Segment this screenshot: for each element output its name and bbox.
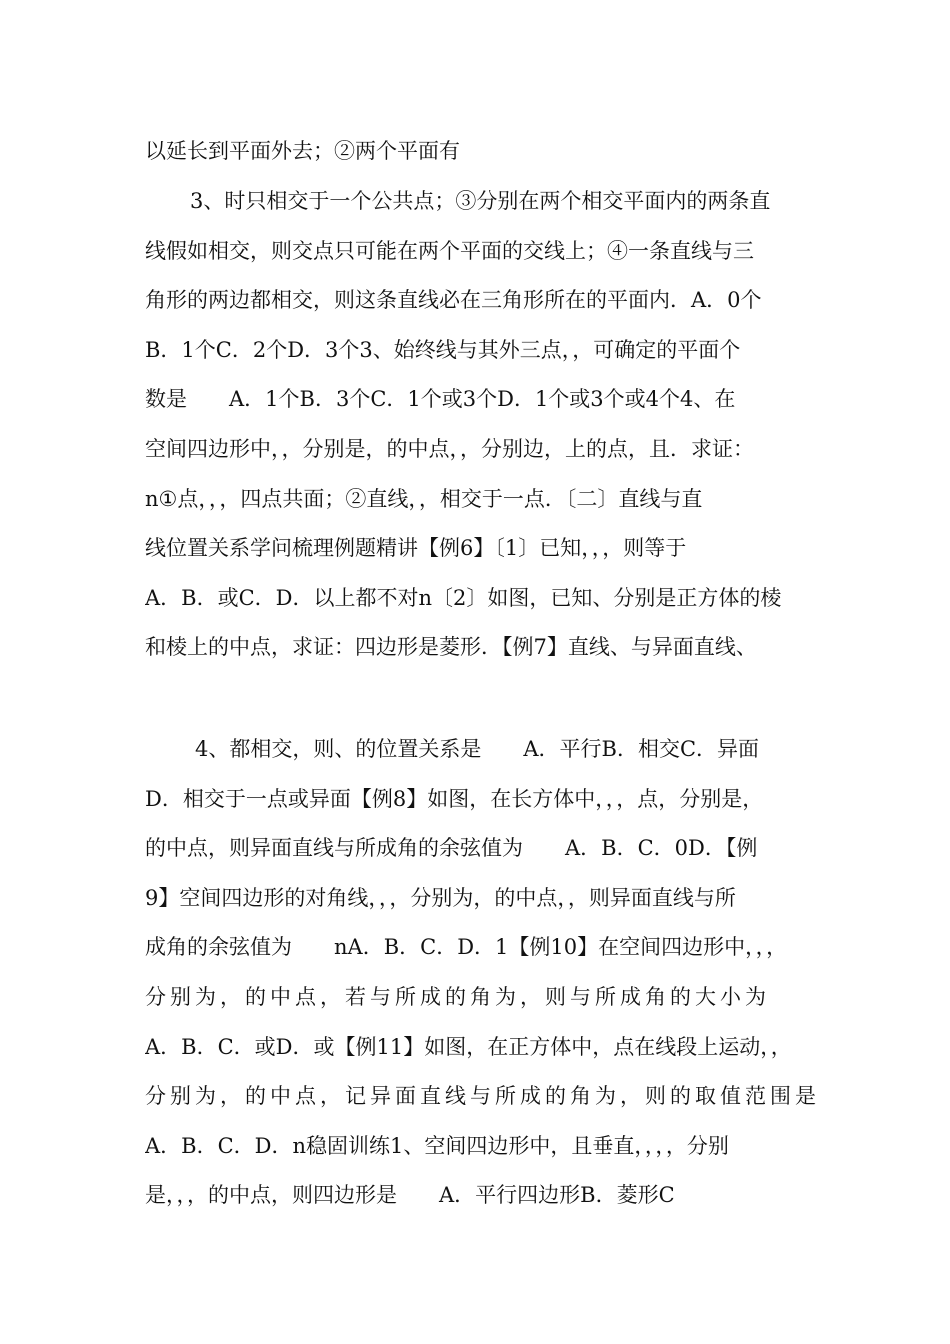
text-line: B．1个C．2个D．3个3、始终线与其外三点，，可确定的平面个 <box>145 338 741 362</box>
text-line: A．B．或C．D．以上都不对n〔2〕如图，已知、分别是正方体的棱 <box>145 586 782 610</box>
text-line: 空间四边形中，，分别是，的中点，，分别边，上的点，且．求证： <box>145 437 754 461</box>
text-line: D．相交于一点或异面【例8】如图，在长方体中，，，点，分别是， <box>145 787 764 811</box>
text-line: A．B．C．或D．或【例11】如图，在正方体中，点在线段上运动，， <box>145 1035 792 1059</box>
text-line: 线假如相交，则交点只可能在两个平面的交线上；④一条直线与三 <box>145 239 754 263</box>
text-line: 成角的余弦值为 nA．B．C．D．1【例10】在空间四边形中，，， <box>145 935 788 959</box>
text-line: 分别为，的中点，若与所成的角为，则与所成角的大小为 <box>145 985 770 1009</box>
text-line: 4、都相交，则、的位置关系是 A．平行B．相交C．异面 <box>195 737 760 761</box>
text-line: 角形的两边都相交，则这条直线必在三角形所在的平面内．A．0个 <box>145 288 762 312</box>
text-line: 线位置关系学问梳理例题精讲【例6】〔1〕已知，，，则等于 <box>145 536 687 560</box>
text-line: A．B．C．D．n稳固训练1、空间四边形中，且垂直，，，，分别 <box>145 1134 729 1158</box>
text-line: 分别为，的中点，记异面直线与所成的角为，则的取值范围是 <box>145 1084 820 1108</box>
text-line: 3、时只相交于一个公共点；③分别在两个相交平面内的两条直 <box>190 189 771 213</box>
text-line: 是，，，的中点，则四边形是 A．平行四边形B．菱形C <box>145 1183 675 1207</box>
text-line: 的中点，则异面直线与所成角的余弦值为 A．B．C．0D．【例 <box>145 836 758 860</box>
text-line: n①点，，，四点共面；②直线，，相交于一点．〔二〕直线与直 <box>145 487 703 511</box>
text-line: 和棱上的中点，求证：四边形是菱形．【例7】直线、与异面直线、 <box>145 635 757 659</box>
text-line: 数是 A．1个B．3个C．1个或3个D．1个或3个或4个4、在 <box>145 387 736 411</box>
text-line: 以延长到平面外去；②两个平面有 <box>145 139 460 163</box>
text-line: 9】空间四边形的对角线，，，分别为，的中点，，则异面直线与所 <box>145 886 736 910</box>
